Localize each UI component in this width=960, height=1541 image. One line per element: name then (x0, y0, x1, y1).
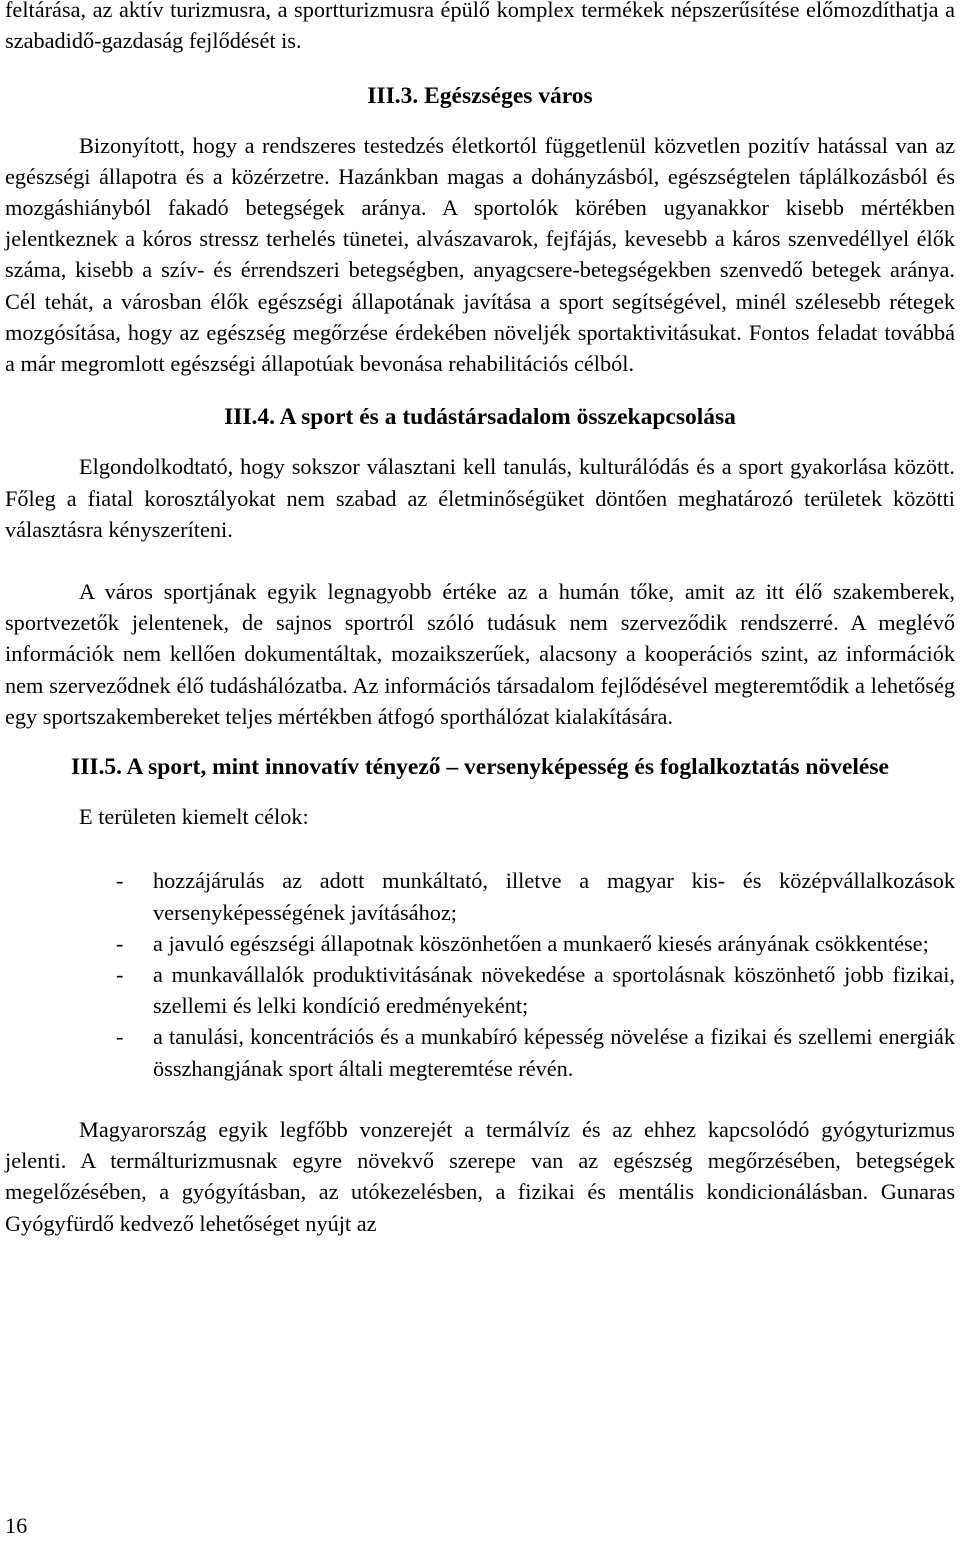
goal-text: hozzájárulás az adott munkáltató, illetve a magyar kis- és középvállalkozások versenyképességének javításához; (153, 868, 955, 925)
goal-text: a munkavállalók produktivitásának növekedése a sportolásnak köszönhető jobb fizikai, szellemi és lelki kondíció eredményeként; (153, 962, 955, 1019)
section-heading-healthy-city: III.3. Egészséges város (367, 83, 593, 110)
goals-list-item (5, 1021, 955, 1083)
goals-list (5, 865, 955, 1083)
healthy-city-paragraph: Bizonyított, hogy a rendszeres testedzés életkortól függetlenül közvetlen pozitív hatással van az egészségi állapotra és a közérzetre. Hazánkban magas a dohányzásból, egészségtelen táplálkozásból és mozgáshiányból fakadó betegségek aránya. A sportolók körében ugyanakkor kisebb mértékben jelentkeznek a kóros stressz terhelés tünetei, alvászavarok, fejfájás, kevesebb a káros szenvedéllyel élők száma, kisebb a szív- és érrendszeri betegségben, anyagcsere-betegségekben szenvedő betegek aránya. Cél tehát, a városban élők egészségi állapotának javítása a sport segítségével, minél szélesebb rétegek mozgósítása, hogy az egészség megőrzése érdekében növeljék sportaktivitásukat. Fontos feladat továbbá a már megromlott egészségi állapotúak bevonása rehabilitációs célból. (5, 132, 955, 377)
section-heading-knowledge-society: III.4. A sport és a tudástársadalom összekapcsolása (224, 404, 736, 431)
knowledge-society-paragraph-1: Elgondolkodtató, hogy sokszor választani kell tanulás, kulturálódás és a sport gyakorlása között. Főleg a fiatal korosztályokat nem szabad az életminőségüket döntően meghatározó területek közötti választásra kényszeríteni. (5, 454, 955, 542)
knowledge-society-paragraph-2: A város sportjának egyik legnagyobb értéke az a humán tőke, amit az itt élő szakemberek, sportvezetők jelentenek, de sajnos sportról szóló tudásuk nem szerveződik rendszerré. A meglévő információk nem kellően dokumentáltak, mozaikszerűek, alacsony a kooperációs szint, az információk nem szerveződnek élő tudáshálózatba. Az információs társadalom fejlődésével megteremtődik a lehetőség egy sportszakembereket teljes mértékben átfogó sporthálózat kialakítására. (5, 579, 955, 729)
list-dash: - (116, 1024, 124, 1050)
document-page (5, 0, 955, 1239)
thermal-tourism-paragraph: Magyarország egyik legfőbb vonzerejét a termálvíz és az ehhez kapcsolódó gyógyturizmus jelenti. A termálturizmusnak egyre növekvő szerepe van az egészség megőrzésében, betegségek megelőzésében, a gyógyításban, az utókezelésben, a fizikai és mentális kondicionálásban. Gunaras Gyógyfürdő kedvező lehetőséget nyújt az (5, 1116, 955, 1236)
list-dash: - (116, 962, 124, 988)
goals-lead-text: E területen kiemelt célok: (79, 804, 309, 830)
intro-paragraph: feltárása, az aktív turizmusra, a sportturizmusra épülő komplex termékek népszerűsítése előmozdíthatja a szabadidő-gazdaság fejlődését is. (5, 0, 955, 54)
page-number: 16 (5, 1513, 28, 1538)
goals-list-item (5, 865, 955, 927)
goal-text: a javuló egészségi állapotnak köszönhetően a munkaerő kiesés arányának csökkentése; (153, 930, 929, 956)
section-heading-innovation: III.5. A sport, mint innovatív tényező – versenyképesség és foglalkoztatás növelése (71, 754, 889, 781)
list-dash: - (116, 930, 124, 956)
goals-list-item (5, 959, 955, 1021)
goal-text: a tanulási, koncentrációs és a munkabíró képesség növelése a fizikai és szellemi energiák összhangjának sport általi megteremtése révén. (153, 1024, 955, 1081)
goals-list-item (5, 928, 955, 959)
list-dash: - (116, 868, 124, 894)
